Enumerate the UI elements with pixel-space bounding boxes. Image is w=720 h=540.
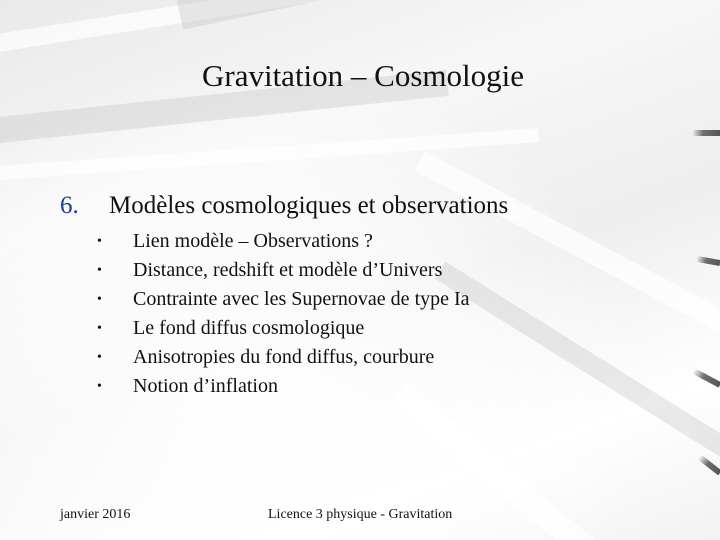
footer-date: janvier 2016	[60, 507, 131, 522]
list-item	[97, 285, 470, 314]
bullet-icon: •	[97, 234, 102, 249]
list-item-text: Le fond diffus cosmologique	[133, 317, 365, 339]
list-item	[97, 372, 470, 401]
list-item	[97, 227, 470, 256]
slide-title: Gravitation – Cosmologie	[201, 58, 525, 93]
footer-course: Licence 3 physique - Gravitation	[268, 507, 453, 522]
section-heading	[60, 192, 508, 220]
list-item	[97, 256, 470, 285]
edge-mark	[696, 256, 720, 266]
bullet-list	[97, 227, 470, 401]
bullet-icon: •	[97, 321, 102, 336]
bullet-icon: •	[97, 292, 102, 307]
bullet-icon: •	[97, 350, 102, 365]
list-item-text: Notion d’inflation	[133, 375, 278, 397]
edge-mark	[698, 455, 720, 476]
list-item-text: Contrainte avec les Supernovae de type Ia	[133, 288, 470, 310]
bullet-icon: •	[97, 263, 102, 278]
edge-mark	[692, 368, 720, 387]
bullet-icon: •	[97, 379, 102, 394]
list-item-text: Distance, redshift et modèle d’Univers	[133, 259, 443, 281]
list-item	[97, 343, 470, 372]
section-number: 6.	[60, 192, 79, 219]
list-item-text: Anisotropies du fond diffus, courbure	[133, 346, 435, 368]
list-item-text: Lien modèle – Observations ?	[133, 230, 373, 252]
section-heading-text: Modèles cosmologiques et observations	[109, 192, 509, 219]
edge-mark	[692, 130, 720, 136]
background-streak	[177, 0, 594, 30]
list-item	[97, 314, 470, 343]
